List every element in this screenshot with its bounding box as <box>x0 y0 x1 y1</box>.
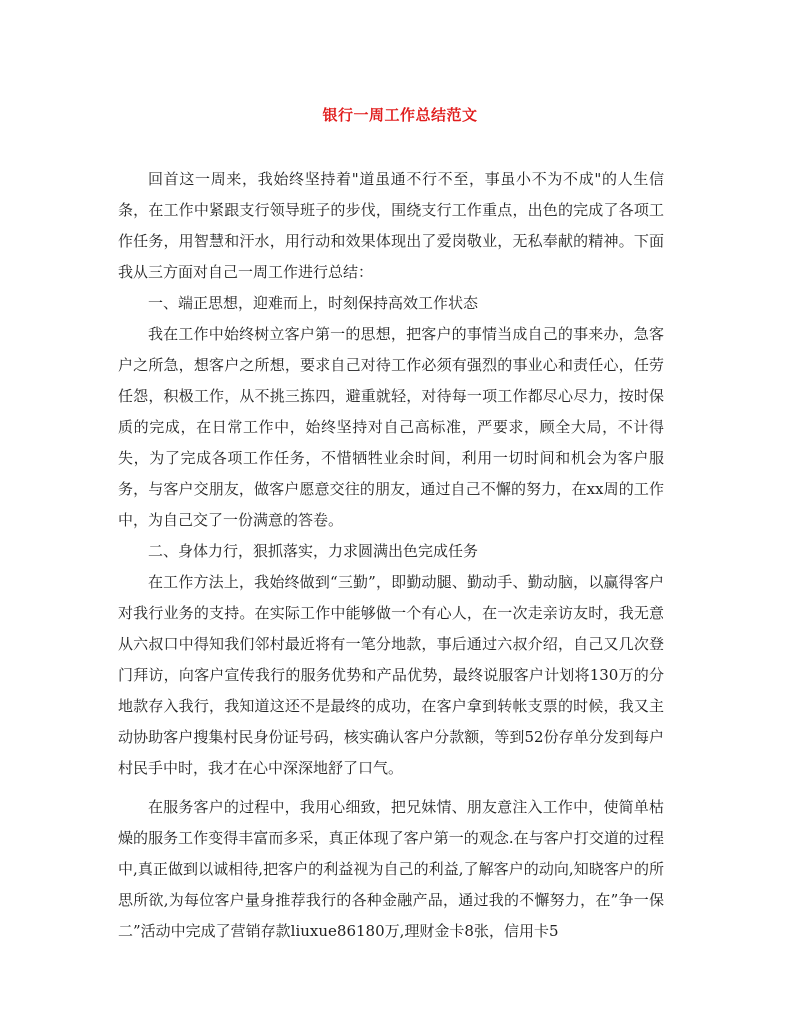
paragraph-section-1: 我在工作中始终树立客户第一的思想，把客户的事情当成自己的事来办，急客户之所急，想客户之所想，要求自己对待工作必须有强烈的事业心和责任心，任劳任怨，积极工作，从不挑三拣四，避重就轻，对待每一项工作都尽心尽力，按时保质的完成，在日常工作中，始终坚持对自己高标准，严要求，顾全大局，不计得失，为了完成各项工作任务，不惜牺牲业余时间，利用一切时间和机会为客户服务，与客户交朋友，做客户愿意交往的朋友，通过自己不懈的努力，在xx周的工作中，为自己交了一份满意的答卷。 <box>118 325 664 529</box>
document-body <box>118 164 664 947</box>
document-title: 银行一周工作总结范文 <box>322 106 478 124</box>
section-heading-1: 一、端正思想，迎难而上，时刻保持高效工作状态 <box>148 294 479 312</box>
section-heading-2: 二、身体力行，狠抓落实，力求圆满出色完成任务 <box>148 542 479 560</box>
paragraph-section-2: 在工作方法上，我始终做到“三勤”，即勤动腿、勤动手、勤动脑，以赢得客户对我行业务的支持。在实际工作中能够做一个有心人，在一次走亲访友时，我无意从六叔口中得知我们邻村最近将有一笔分地款，事后通过六叔介绍，自己又几次登门拜访，向客户宣传我行的服务优势和产品优势，最终说服客户计划将130万的分地款存入我行，我知道这还不是最终的成功，在客户拿到转帐支票的时候，我又主动协助客户搜集村民身份证号码，核实确认客户分款额，等到52份存单分发到每户村民手中时，我才在心中深深地舒了口气。 <box>118 573 664 777</box>
paragraph-intro: 回首这一周来，我始终坚持着"道虽通不行不至，事虽小不为不成"的人生信条，在工作中紧跟支行领导班子的步伐，围绕支行工作重点，出色的完成了各项工作任务，用智慧和汗水，用行动和效果体现出了爱岗敬业，无私奉献的精神。下面我从三方面对自己一周工作进行总结： <box>118 170 664 281</box>
paragraph-service: 在服务客户的过程中，我用心细致，把兄妹情、朋友意注入工作中，使简单枯燥的服务工作变得丰富而多采，真正体现了客户第一的观念.在与客户打交道的过程中,真正做到以诚相待,把客户的利益视为自己的利益,了解客户的动向,知晓客户的所思所欲,为每位客户量身推荐我行的各种金融产品，通过我的不懈努力，在”争一保二”活动中完成了营销存款liuxue86180万,理财金卡8张，信用卡5 <box>118 798 664 940</box>
